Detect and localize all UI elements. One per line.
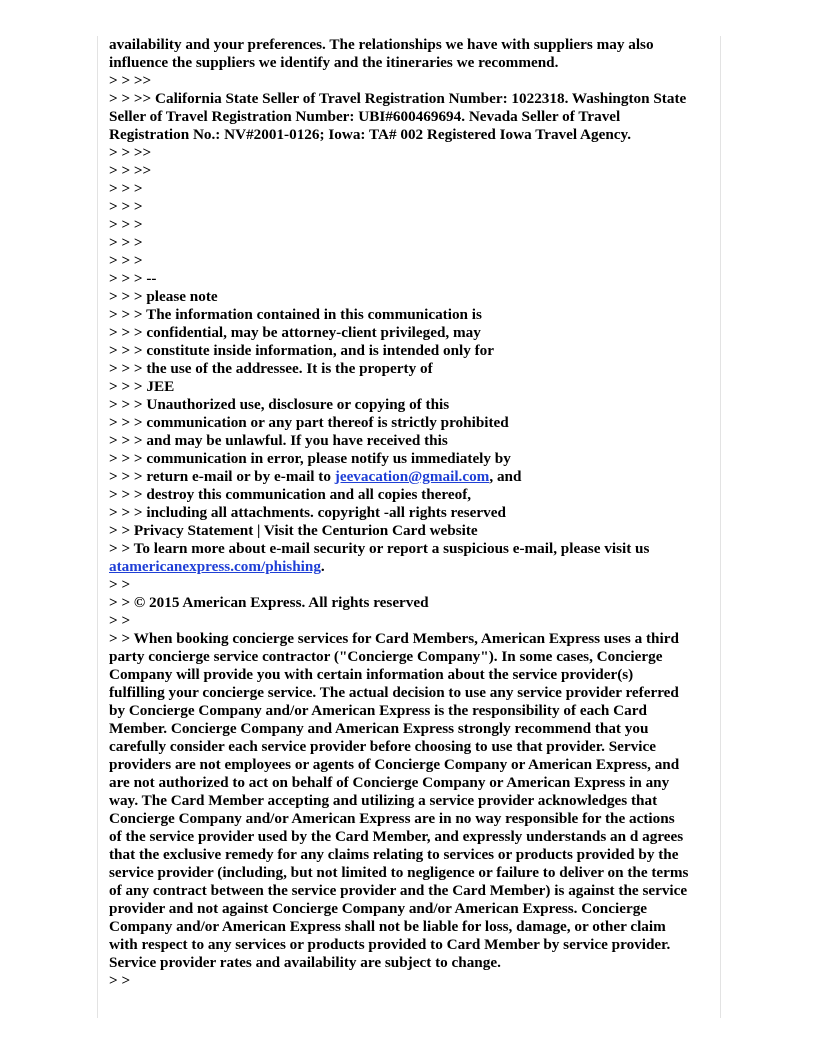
quote-marker-line: > > (109, 972, 131, 989)
quote-marker-line: > > > (109, 180, 143, 197)
privacy-statement-line: > > Privacy Statement | Visit the Centurion Card website (109, 522, 478, 539)
email-body (109, 36, 691, 990)
return-line-suffix: , and (489, 468, 522, 485)
quote-marker-line: > > > (109, 252, 143, 269)
jeevacation-email-link[interactable]: jeevacation@gmail.com (334, 468, 490, 485)
quote-marker-line: > > > (109, 198, 143, 215)
notice-line: > > > confidential, may be attorney-client privileged, may (109, 324, 481, 341)
notice-line: > > > destroy this communication and all copies thereof, (109, 486, 472, 503)
quote-marker-line: > > >> (109, 144, 152, 161)
phishing-line-prefix: > > To learn more about e-mail security or report a suspicious e-mail, please visit us (109, 540, 654, 557)
quote-marker-line: > > (109, 576, 131, 593)
phishing-link[interactable]: atamericanexpress.com/phishing (109, 558, 321, 575)
phishing-info-line (109, 540, 691, 576)
phishing-line-suffix: . (320, 558, 325, 575)
notice-line: > > > The information contained in this communication is (109, 306, 482, 323)
paragraph-supplier-relationships: availability and your preferences. The relationships we have with suppliers may also influence the suppliers we identify and the itineraries we recommend. (109, 36, 658, 71)
notice-line: > > > JEE (109, 378, 175, 395)
quote-marker-line: > > > (109, 234, 143, 251)
return-line-prefix: > > > return e-mail or by e-mail to (109, 468, 335, 485)
copyright-line: > > © 2015 American Express. All rights reserved (109, 594, 429, 611)
notice-return-email-line (109, 468, 691, 486)
notice-line: > > > communication in error, please notify us immediately by (109, 450, 511, 467)
notice-line: > > > constitute inside information, and is intended only for (109, 342, 495, 359)
notice-line: > > > the use of the addressee. It is the property of (109, 360, 433, 377)
signature-separator: > > > -- (109, 270, 157, 287)
notice-line: > > > including all attachments. copyright -all rights reserved (109, 504, 506, 521)
quote-marker-line: > > (109, 612, 131, 629)
quote-marker-line: > > >> (109, 72, 152, 89)
email-page (97, 36, 721, 1018)
quote-marker-line: > > > (109, 216, 143, 233)
notice-line: > > > please note (109, 288, 218, 305)
notice-line: > > > and may be unlawful. If you have received this (109, 432, 448, 449)
notice-line: > > > Unauthorized use, disclosure or copying of this (109, 396, 450, 413)
paragraph-seller-of-travel-registration: > > >> California State Seller of Travel Registration Number: 1022318. Washington State Seller of Travel Registration Number: UBI#600469694. Nevada Seller of Travel Registration No.: NV#2001-0126; Iowa: TA# 002 Registered Iowa Travel Agency. (109, 90, 691, 143)
concierge-disclaimer-paragraph: > > When booking concierge services for Card Members, American Express uses a third party concierge service contractor ("Concierge Company"). In some cases, Concierge Company will provide you with certain information about the service provider(s) fulfilling your concierge service. The actual decision to use any service provider referred by Concierge Company and/or American Express is the responsibility of each Card Member. Concierge Company and American Express strongly recommend that you carefully consider each service provider before choosing to use that provider. Service providers are not employees or agents of Concierge Company or American Express, and are not authorized to act on behalf of Concierge Company or American Express in any way. The Card Member accepting and utilizing a service provider acknowledges that Concierge Company and/or American Express are in no way responsible for the actions of the service provider used by the Card Member, and expressly understands an d agrees that the exclusive remedy for any claims relating to services or products provided by the service provider (including, but not limited to negligence or failure to deliver on the terms of any contract between the service provider and the Card Member) is against the service provider and not against Concierge Company and/or American Express. Concierge Company and/or American Express shall not be liable for loss, damage, or other claim with respect to any services or products provided to Card Member by service provider. Service provider rates and availability are subject to change. (109, 630, 693, 971)
quote-marker-line: > > >> (109, 162, 152, 179)
notice-line: > > > communication or any part thereof is strictly prohibited (109, 414, 509, 431)
